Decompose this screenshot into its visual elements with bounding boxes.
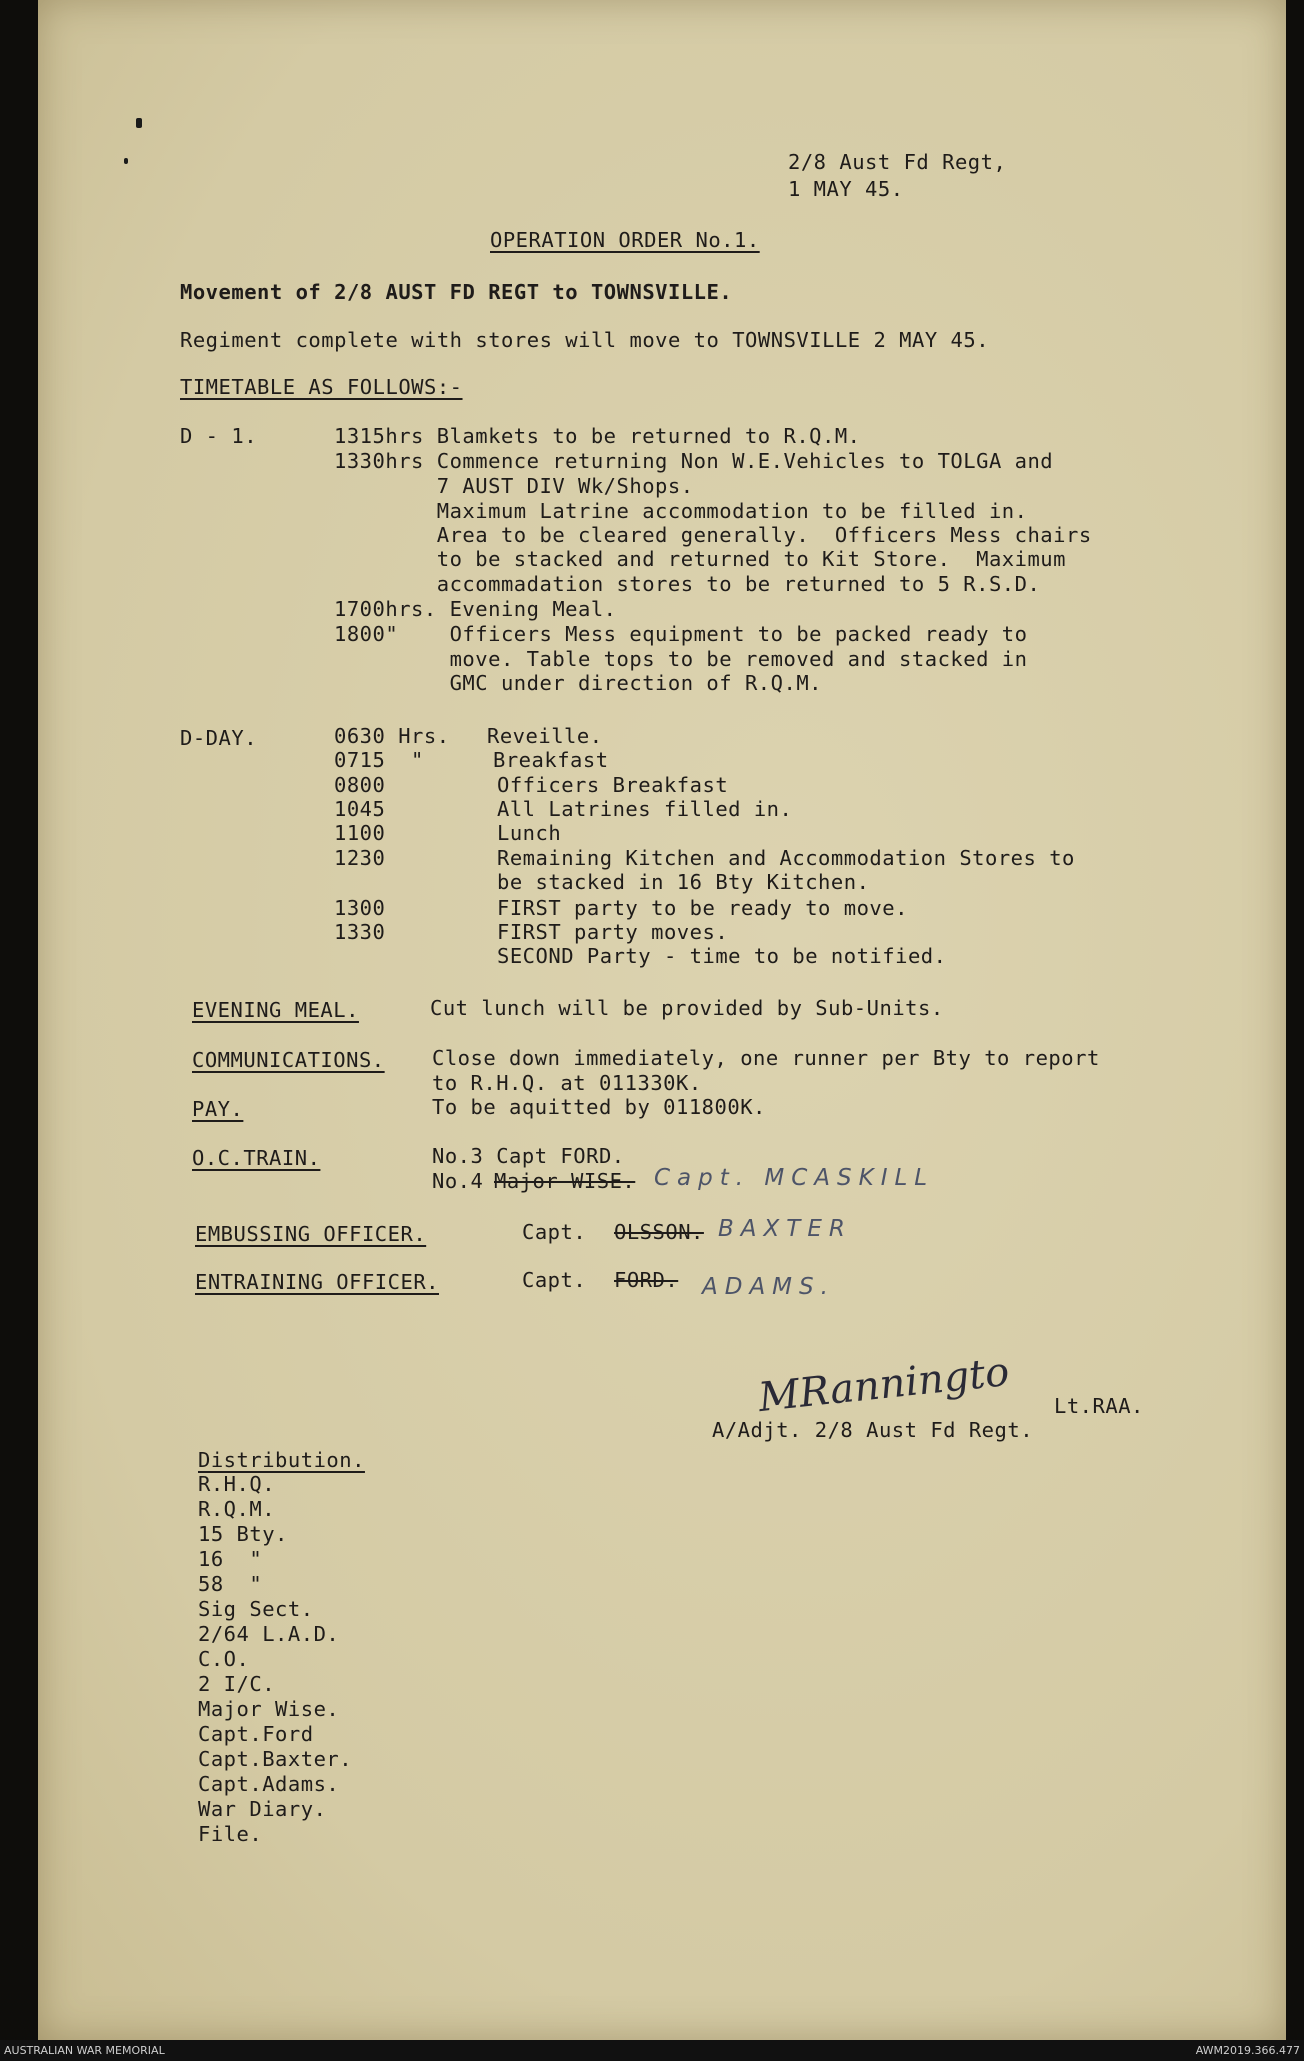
d-day-item: FIRST party to be ready to move. — [497, 896, 908, 920]
handwritten-name: BAXTER — [718, 1216, 852, 1242]
d-minus-1-line: to be stacked and returned to Kit Store. Maximum — [334, 547, 1066, 571]
d-minus-1-line: 1800" Officers Mess equipment to be packed ready to — [334, 622, 1028, 646]
d-day-time: 1330 — [334, 920, 386, 944]
distribution-item: Capt.Adams. — [198, 1772, 340, 1796]
handwritten-name: Capt. MCASKILL — [654, 1165, 935, 1191]
handwritten-name: ADAMS. — [702, 1274, 835, 1300]
struck-name: Major WISE. — [494, 1169, 636, 1193]
d-day-item: be stacked in 16 Bty Kitchen. — [497, 870, 870, 894]
communications-label: COMMUNICATIONS. — [192, 1048, 385, 1072]
distribution-item: R.Q.M. — [198, 1497, 276, 1521]
distribution-item: Sig Sect. — [198, 1597, 314, 1621]
oc-train-line-prefix: No.4 — [432, 1169, 484, 1193]
document-title: OPERATION ORDER No.1. — [490, 228, 760, 252]
d-day-time: 0715 " — [334, 748, 424, 772]
d-minus-1-line: 7 AUST DIV Wk/Shops. — [334, 474, 694, 498]
pay-text: To be aquitted by 011800K. — [432, 1095, 766, 1119]
d-day-time: 1230 — [334, 846, 386, 870]
archive-footer — [0, 2040, 1304, 2061]
distribution-item: 16 " — [198, 1547, 263, 1571]
d-day-item: Breakfast — [493, 748, 609, 772]
distribution-heading: Distribution. — [198, 1448, 365, 1472]
pay-label: PAY. — [192, 1097, 244, 1121]
d-minus-1-line: Area to be cleared generally. Officers Mess chairs — [334, 523, 1092, 547]
evening-meal-label: EVENING MEAL. — [192, 998, 359, 1022]
d-day-time: 0630 Hrs. — [334, 724, 450, 748]
distribution-item: 2/64 L.A.D. — [198, 1622, 340, 1646]
entraining-prefix: Capt. — [522, 1268, 587, 1292]
distribution-item: C.O. — [198, 1647, 250, 1671]
d-day-time: 1045 — [334, 797, 386, 821]
header-unit: 2/8 Aust Fd Regt, — [788, 150, 1007, 174]
footer-source: AUSTRALIAN WAR MEMORIAL — [4, 2044, 165, 2057]
d-minus-1-line: 1315hrs Blamkets to be returned to R.Q.M. — [334, 424, 861, 448]
d-minus-1-line: accommadation stores to be returned to 5 R.S.D. — [334, 572, 1041, 596]
d-day-time: 0800 — [334, 773, 386, 797]
oc-train-line: No.3 Capt FORD. — [432, 1144, 625, 1168]
embussing-label: EMBUSSING OFFICER. — [195, 1222, 427, 1246]
d-minus-1-line: GMC under direction of R.Q.M. — [334, 671, 822, 695]
d-day-time: 1100 — [334, 821, 386, 845]
distribution-item: War Diary. — [198, 1797, 327, 1821]
d-day-item: Officers Breakfast — [497, 773, 729, 797]
d-day-time: 1300 — [334, 896, 386, 920]
timetable-heading: TIMETABLE AS FOLLOWS:- — [180, 375, 463, 399]
entraining-label: ENTRAINING OFFICER. — [195, 1270, 439, 1294]
d-day-item: FIRST party moves. — [497, 920, 729, 944]
distribution-item: Major Wise. — [198, 1697, 340, 1721]
distribution-item: File. — [198, 1822, 263, 1846]
d-day-item: Lunch — [497, 821, 562, 845]
intro-line: Regiment complete with stores will move to TOWNSVILLE 2 MAY 45. — [180, 328, 990, 352]
distribution-item: 15 Bty. — [198, 1522, 288, 1546]
d-day-label: D-DAY. — [180, 726, 258, 750]
d-minus-1-line: Maximum Latrine accommodation to be filled in. — [334, 499, 1028, 523]
struck-name: FORD. — [614, 1268, 679, 1292]
distribution-item: Capt.Baxter. — [198, 1747, 353, 1771]
d-minus-1-line: 1700hrs. Evening Meal. — [334, 597, 617, 621]
oc-train-label: O.C.TRAIN. — [192, 1146, 321, 1170]
signature-autograph: MRanningto — [756, 1348, 1012, 1422]
staple-mark — [136, 118, 142, 128]
signature-appointment: A/Adjt. 2/8 Aust Fd Regt. — [712, 1418, 1034, 1442]
footer-accession: AWM2019.366.477 — [1195, 2044, 1300, 2057]
distribution-item: 58 " — [198, 1572, 263, 1596]
distribution-item: Capt.Ford — [198, 1722, 314, 1746]
d-minus-1-label: D - 1. — [180, 424, 258, 448]
d-day-item: Remaining Kitchen and Accommodation Stores to — [497, 846, 1075, 870]
embussing-prefix: Capt. — [522, 1220, 587, 1244]
communications-text: to R.H.Q. at 011330K. — [432, 1071, 702, 1095]
distribution-item: R.H.Q. — [198, 1472, 276, 1496]
struck-name: OLSSON. — [614, 1220, 704, 1244]
communications-text: Close down immediately, one runner per Bty to report — [432, 1046, 1100, 1070]
d-minus-1-line: move. Table tops to be removed and stacked in — [334, 647, 1028, 671]
header-date: 1 MAY 45. — [788, 177, 904, 201]
d-day-item: All Latrines filled in. — [497, 797, 793, 821]
signature-rank: Lt.RAA. — [1054, 1394, 1144, 1418]
d-minus-1-line: 1330hrs Commence returning Non W.E.Vehicles to TOLGA and — [334, 449, 1054, 473]
evening-meal-text: Cut lunch will be provided by Sub-Units. — [430, 996, 944, 1020]
d-day-item: Reveille. — [487, 724, 603, 748]
staple-mark — [124, 158, 128, 164]
d-day-item: SECOND Party - time to be notified. — [497, 944, 947, 968]
subject-line: Movement of 2/8 AUST FD REGT to TOWNSVILLE. — [180, 280, 733, 304]
distribution-item: 2 I/C. — [198, 1672, 276, 1696]
